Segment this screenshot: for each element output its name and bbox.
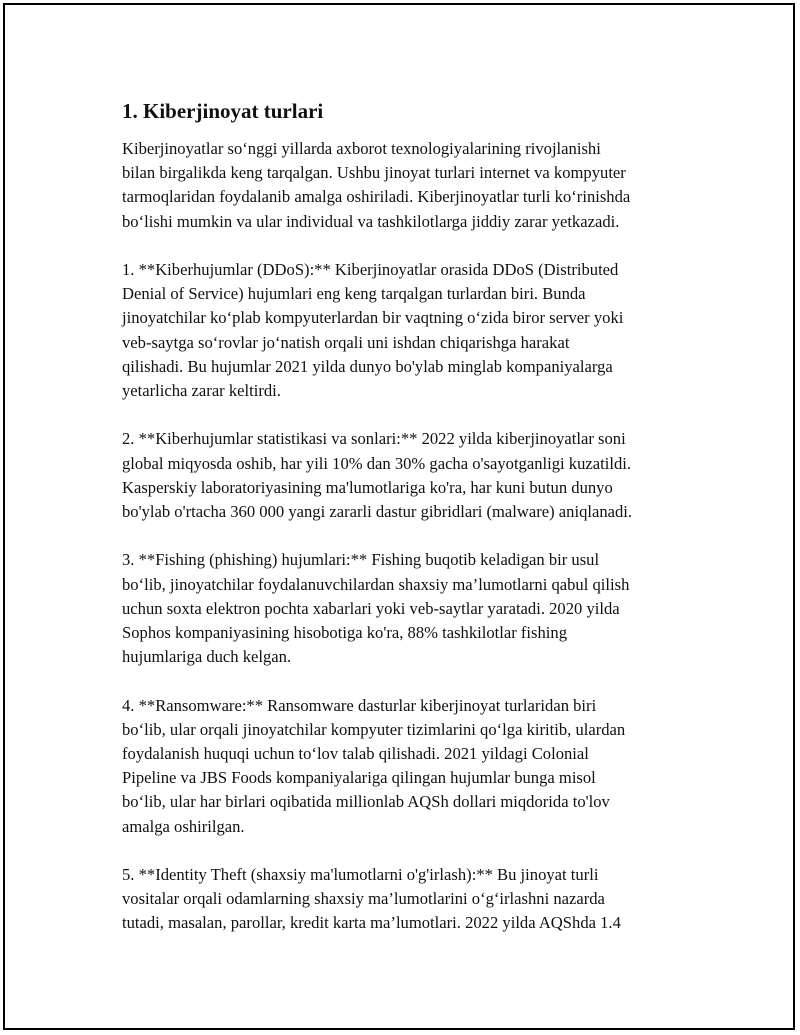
text-line: Kiberjinoyatlar so‘nggi yillarda axborot texnologiyalarining rivojlanishi [122, 139, 601, 158]
text-line: global miqyosda oshib, har yili 10% dan 30% gacha o'sayotganligi kuzatildi. [122, 453, 632, 473]
page-border [3, 3, 795, 1030]
text-line: amalga oshirilgan. [122, 816, 245, 836]
text-line: 4. **Ransomware:** Ransomware dasturlar kiberjinoyat turlaridan biri [122, 695, 597, 715]
text-line: foydalanish huquqi uchun to‘lov talab qilishadi. 2021 yildagi Colonial [122, 744, 589, 764]
text-line: veb-saytga so‘rovlar jo‘natish orqali uni ishdan chiqarishga harakat [122, 332, 570, 352]
text-line: bo‘lib, ular orqali jinoyatchilar kompyuter tizimlarini qo‘lga kiritib, ulardan [122, 719, 626, 739]
paragraph [122, 427, 702, 524]
text-line: tarmoqlaridan foydalanib amalga oshiriladi. Kiberjinoyatlar turli ko‘rinishda [122, 187, 631, 207]
text-line: Kasperskiy laboratoriyasining ma'lumotlariga ko'ra, har kuni butun dunyo [122, 477, 613, 497]
document-body [122, 97, 702, 960]
text-line: tutadi, masalan, parollar, kredit karta ma’lumotlari. 2022 yilda AQShda 1.4 [122, 913, 621, 933]
text-line: jinoyatchilar ko‘plab kompyuterlardan bir vaqtning o‘zida biror server yoki [122, 308, 624, 328]
text-line: Sophos kompaniyasining hisobotiga ko'ra, 88% tashkilotlar fishing [122, 623, 567, 643]
paragraph [122, 137, 702, 234]
text-line: Pipeline va JBS Foods kompaniyalariga qilingan hujumlar bunga misol [122, 768, 596, 788]
paragraph [122, 258, 702, 403]
text-line: Denial of Service) hujumlari eng keng tarqalgan turlardan biri. Bunda [122, 284, 586, 304]
text-line: bo'ylab o'rtacha 360 000 yangi zararli dastur gibridlari (malware) aniqlanadi. [122, 502, 633, 522]
text-line: bo‘lishi mumkin va ular individual va tashkilotlarga jiddiy zarar yetkazadi. [122, 211, 620, 231]
text-line: 3. **Fishing (phishing) hujumlari:** Fishing buqotib keladigan bir usul [122, 550, 600, 570]
text-line: uchun soxta elektron pochta xabarlari yoki veb-saytlar yaratadi. 2020 yilda [122, 598, 620, 618]
text-line: bilan birgalikda keng tarqalgan. Ushbu jinoyat turlari internet va kompyuter [122, 163, 626, 183]
text-line: 2. **Kiberhujumlar statistikasi va sonlari:** 2022 yilda kiberjinoyatlar soni [122, 429, 626, 449]
section-heading: 1. Kiberjinoyat turlari [122, 99, 324, 123]
paragraph [122, 863, 702, 936]
text-line: bo‘lib, ular har birlari oqibatida millionlab AQSh dollari miqdorida to'lov [122, 792, 610, 812]
text-line: bo‘lib, jinoyatchilar foydalanuvchilardan shaxsiy ma’lumotlarni qabul qilish [122, 574, 630, 594]
paragraph [122, 694, 702, 839]
text-line: hujumlariga duch kelgan. [122, 647, 292, 667]
paragraph [122, 548, 702, 669]
text-line: 5. **Identity Theft (shaxsiy ma'lumotlarni o'g'irlash):** Bu jinoyat turli [122, 865, 599, 885]
text-line: vositalar orqali odamlarning shaxsiy ma’lumotlarini o‘g‘irlashni nazarda [122, 889, 605, 909]
text-line: qilishadi. Bu hujumlar 2021 yilda dunyo bo'ylab minglab kompaniyalarga [122, 356, 613, 376]
text-line: yetarlicha zarar keltirdi. [122, 381, 281, 401]
paragraph-list [122, 137, 702, 936]
text-line: 1. **Kiberhujumlar (DDoS):** Kiberjinoyatlar orasida DDoS (Distributed [122, 260, 619, 279]
